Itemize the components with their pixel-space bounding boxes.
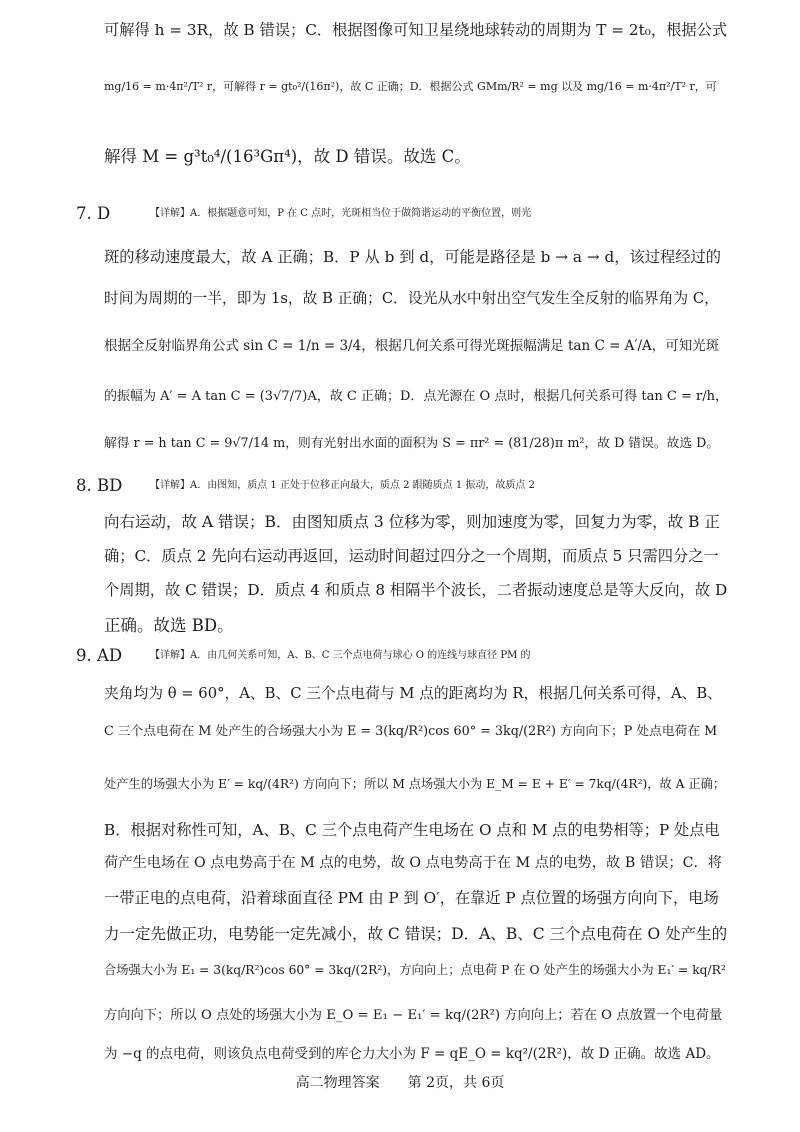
text-line: 确；C．质点 2 先向右运动再返回，运动时间超过四分之一个周期，而质点 5 只需四分之一 [104,547,719,565]
text-line: 时间为周期的一半，即为 1s，故 B 正确；C．设光从水中射出空气发生全反射的临界角为 C， [104,290,719,307]
text-line: 【详解】A．根据题意可知，P 在 C 点时，光斑相当位于做简谐运动的平衡位置，则光 [150,208,532,219]
item-8-number: 8. BD [76,476,123,495]
text-line: 夹角均为 θ = 60°，A、B、C 三个点电荷与 M 点的距离均为 R，根据几何关系可得，A、B、 [104,685,722,702]
text-line: B．根据对称性可知，A、B、C 三个点电荷产生电场在 O 点和 M 点的电势相等；P 处点电 [104,821,720,839]
text-line: C 三个点电荷在 M 处产生的合场强大小为 E = 3(kq/R²)cos 60° = 3kq/(2R²) 方向向下；P 处点电荷在 M [104,724,718,739]
text-line: 力一定先做正功，电势能一定先减小，故 C 错误；D．A、B、C 三个点电荷在 O 处产生的 [104,925,728,943]
item-9-number: 9. AD [76,646,123,665]
text-line: mg/16 = m·4π²/T² r，可解得 r = gt₀²/(16π²)，故 C 正确；D．根据公式 GMm/R² = mg 以及 mg/16 = m·4π²/T² r，可 [104,80,717,93]
text-line: 解得 r = h tan C = 9√7/14 m，则有光射出水面的面积为 S = πr² = (81/28)π m²，故 D 错误。故选 D。 [104,436,720,451]
text-line: 正确。故选 BD。 [104,616,234,635]
text-line: 一带正电的点电荷，沿着球面直径 PM 由 P 到 O′，在靠近 P 点位置的场强方向向下，电场 [104,889,719,907]
text-line: 【详解】A．由图知，质点 1 正处于位移正向最大，质点 2 跟随质点 1 振动，故质点 2 [150,480,535,491]
text-line: 向右运动，故 A 错误；B．由图知质点 3 位移为零，则加速度为零，回复力为零，故 B 正 [104,513,720,531]
text-line: 为 −q 的点电荷，则该负点电荷受到的库仑力大小为 F = qE_O = kq²/(2R²)，故 D 正确。故选 AD。 [104,1046,720,1062]
text-line: 【详解】A．由几何关系可知，A、B、C 三个点电荷与球心 O 的连线与球直径 PM 的 [150,650,531,661]
text-line: 个周期，故 C 错误；D．质点 4 和质点 8 相隔半个波长，二者振动速度总是等大反向，故 D [104,581,728,599]
text-line: 处产生的场强大小为 E′ = kq/(4R²) 方向向下；所以 M 点场强大小为 E_M = E + E′ = 7kq/(4R²)，故 A 正确； [104,777,726,791]
text-line: 斑的移动速度最大，故 A 正确；B．P 从 b 到 d，可能是路径是 b → a → d，该过程经过的 [104,248,721,266]
text-line: 荷产生电场在 O 点电势高于在 M 点的电势，故 O 点电势高于在 M 点的电势，故 B 错误；C．将 [104,855,722,871]
page-footer: 高二物理答案 第 2页，共 6页 [295,1075,505,1091]
text-line: 解得 M = g³t₀⁴/(16³Gπ⁴)，故 D 错误。故选 C。 [104,147,471,166]
text-line: 可解得 h = 3R，故 B 错误；C．根据图像可知卫星绕地球转动的周期为 T = 2t₀，根据公式 [104,21,728,39]
text-line: 方向向下；所以 O 点处的场强大小为 E_O = E₁ − E₁′ = kq/(2R²) 方向向上；若在 O 点放置一个电荷量 [104,1008,723,1023]
text-line: 根据全反射临界角公式 sin C = 1/n = 3/4，根据几何关系可得光斑振幅满足 tan C = A′/A，可知光斑 [104,338,720,354]
text-line: 合场强大小为 E₁ = 3(kq/R²)cos 60° = 3kq/(2R²)，方向向上；点电荷 P 在 O 处产生的场强大小为 E₁′ = kq/R² [104,963,726,977]
item-7-number: 7. D [76,204,111,223]
text-line: 的振幅为 A′ = A tan C = (3√7/7)A，故 C 正确；D．点光源在 O 点时，根据几何关系可得 tan C = r/h， [104,389,728,404]
